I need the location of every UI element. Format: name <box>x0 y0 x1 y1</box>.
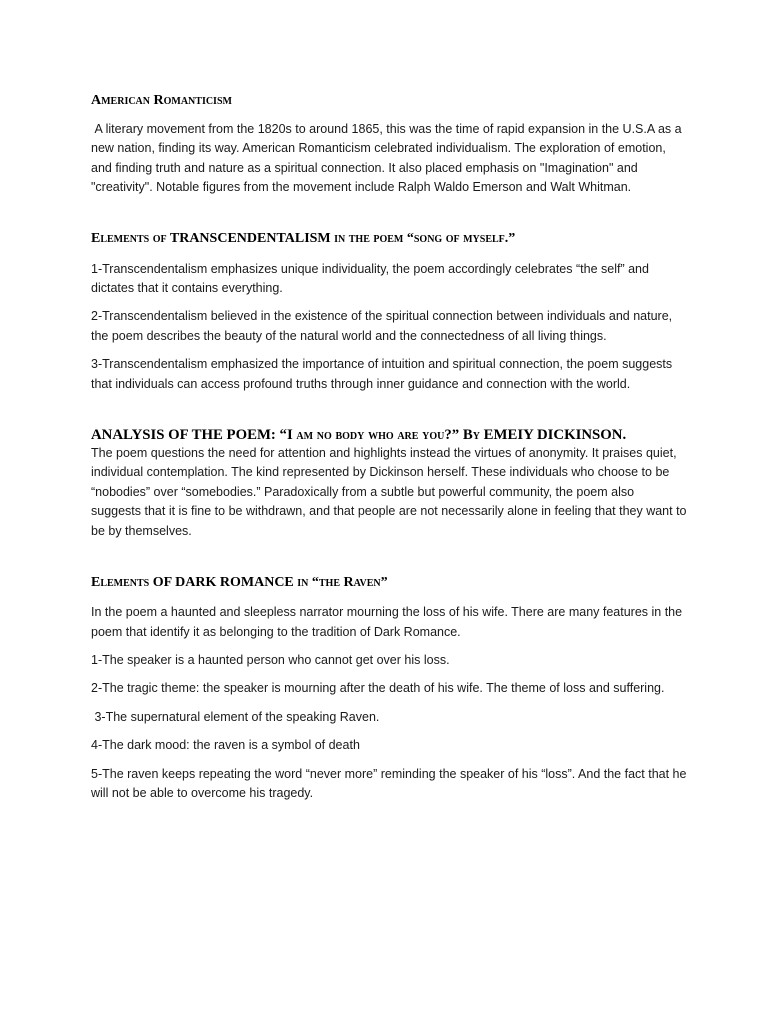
heading-part: By <box>462 427 480 444</box>
paragraph: A literary movement from the 1820s to around 1865, this was the time of rapid expansion in the U.S.A as a new nation, finding its way. American Romanticism celebrated individualism. The exploration of emotion, and finding truth and nature as a spiritual connection. It also placed emphasis on "Imagination" and "creativity". Notable figures from the movement include Ralph Waldo Emerson and Walt Whitman. <box>91 122 686 195</box>
list-item: 3-Transcendentalism emphasized the importance of intuition and spiritual connection, the poem suggests that individuals can access profound truths through inner guidance and connection with the world. <box>91 357 673 391</box>
list-item: 1-Transcendentalism emphasizes unique individuality, the poem accordingly celebrates “the self” and dictates that it contains everything. <box>91 261 649 296</box>
document-page <box>91 92 687 803</box>
list-item: 3-The supernatural element of the speaking Raven. <box>91 709 380 724</box>
section-heading-dark-romance: Elements OF DARK ROMANCE in “the Raven” <box>91 575 388 591</box>
heading-part: I am no body who are you <box>286 427 445 444</box>
paragraph: The poem questions the need for attention and highlights instead the virtues of anonymity. It praises quiet, individual contemplation. The kind represented by Dickinson herself. These individuals who choose to be “nobodies” over “somebodies.” Paradoxically from a subtle but powerful community, the poem also suggests that it is fine to be withdrawn, and that people are not necessarily alone in feeling that they want to be by themselves. <box>91 446 687 538</box>
section-heading-transcendentalism: Elements of TRANSCENDENTALISM in the poem “song of myself.” <box>91 230 516 246</box>
list-item: 4-The dark mood: the raven is a symbol of death <box>91 738 360 753</box>
heading-part: ANALYSIS OF THE POEM: “ <box>91 427 287 444</box>
section-heading-american-romanticism: American Romanticism <box>91 93 232 108</box>
heading-part: EMEIY DICKINSON. <box>479 427 627 444</box>
heading-part: ?” <box>444 427 463 444</box>
list-item: 2-Transcendentalism believed in the existence of the spiritual connection between individuals and nature, the poem describes the beauty of the natural world and the connectedness of all living things. <box>91 309 673 343</box>
list-item: 2-The tragic theme: the speaker is mourning after the death of his wife. The theme of loss and suffering. <box>91 681 665 696</box>
paragraph: In the poem a haunted and sleepless narrator mourning the loss of his wife. There are many features in the poem that identify it as belonging to the tradition of Dark Romance. <box>91 605 683 639</box>
list-item: 5-The raven keeps repeating the word “never more” reminding the speaker of his “loss”. And the fact that he will not be able to overcome his tragedy. <box>91 766 687 800</box>
section-heading-dickinson-analysis <box>91 426 687 444</box>
list-item: 1-The speaker is a haunted person who cannot get over his loss. <box>91 652 450 667</box>
